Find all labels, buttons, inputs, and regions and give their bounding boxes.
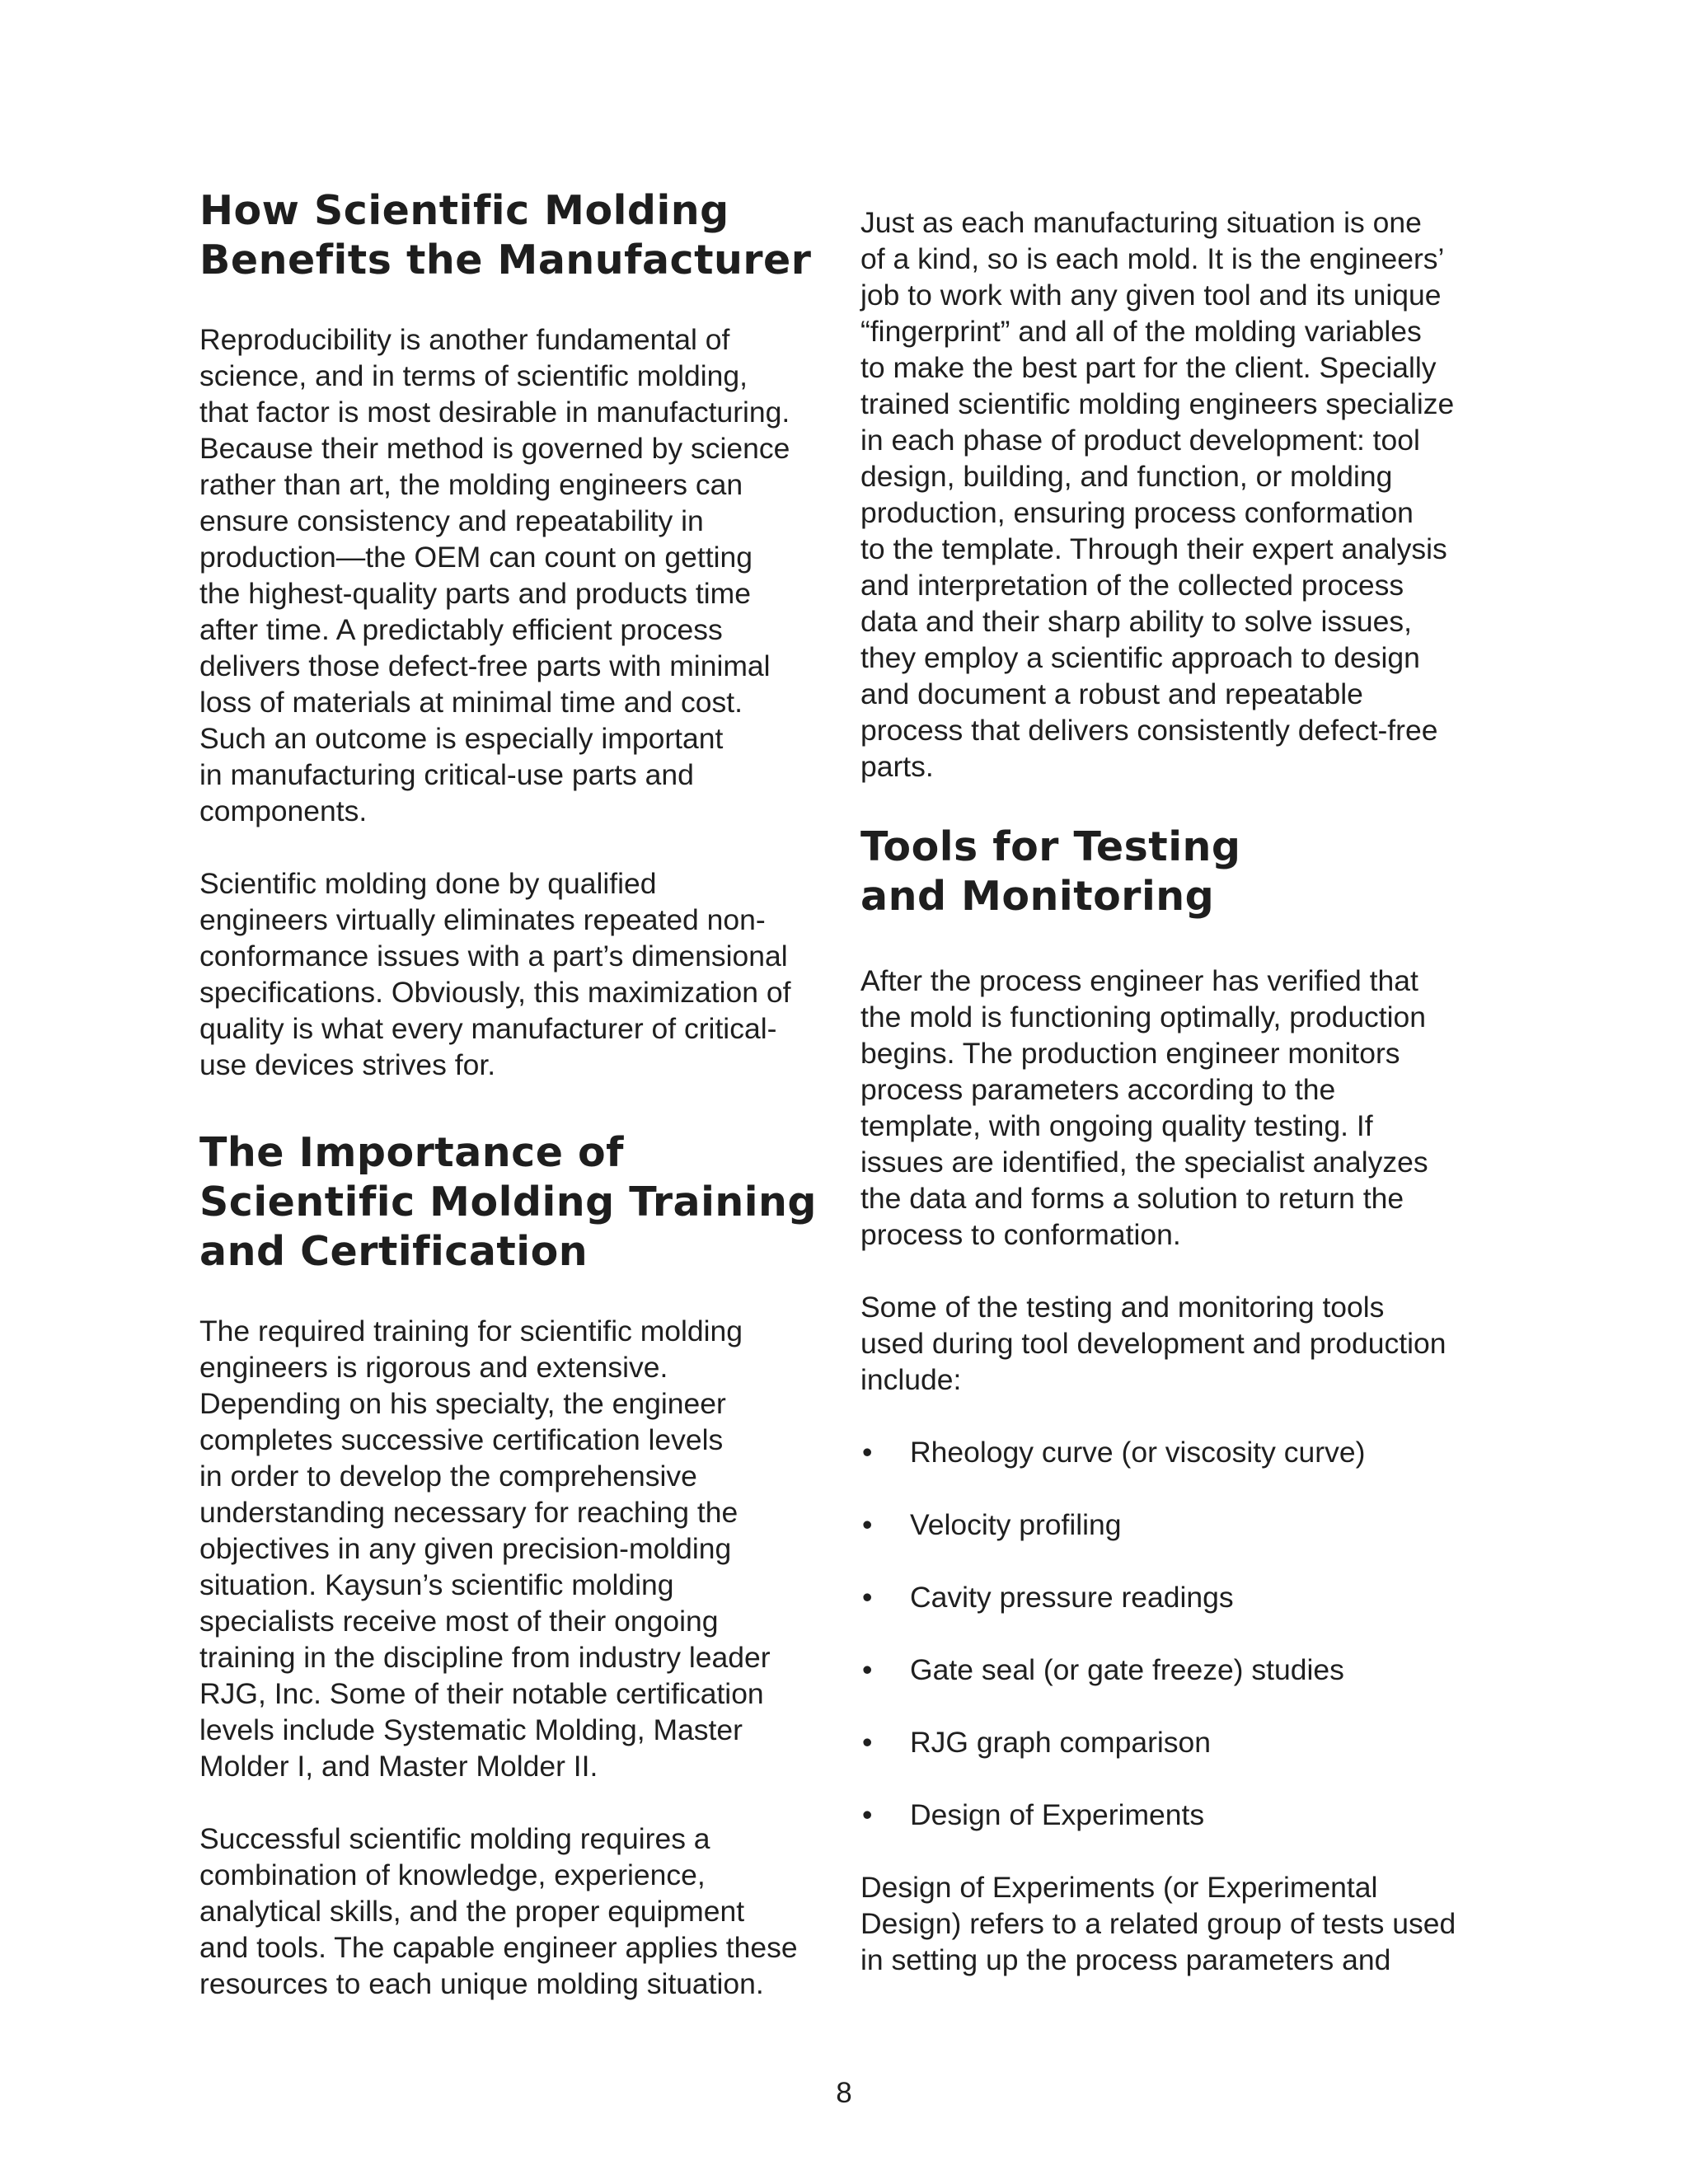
page-number: 8 [836, 2077, 852, 2109]
text-line: After the process engineer has verified that [860, 964, 1418, 997]
list-item [860, 1434, 1499, 1470]
paragraph-design-of-experiments [860, 1869, 1499, 1978]
bullet-icon: • [862, 1726, 873, 1759]
text-line: design, building, and function, or molding [860, 460, 1393, 493]
text-line: conformance issues with a part’s dimensional [199, 940, 788, 972]
text-line: specialists receive most of their ongoing [199, 1605, 719, 1638]
text-line: process to conformation. [860, 1218, 1181, 1251]
text-line: job to work with any given tool and its unique [860, 279, 1442, 312]
paragraph-process-engineer [860, 963, 1499, 1253]
text-line: to the template. Through their expert analysis [860, 532, 1447, 565]
text-line: and tools. The capable engineer applies these [199, 1931, 798, 1964]
text-line: in manufacturing critical-use parts and [199, 758, 694, 791]
heading-tools-for-testing [860, 823, 1499, 921]
text-line: engineers virtually eliminates repeated non- [199, 903, 766, 936]
text-line: they employ a scientific approach to design [860, 641, 1420, 674]
text-line: production—the OEM can count on getting [199, 541, 753, 574]
text-line: Such an outcome is especially important [199, 722, 724, 755]
paragraph-required-training [199, 1313, 838, 1784]
paragraph-each-mold [860, 204, 1499, 785]
text-line: training in the discipline from industry leader [199, 1641, 771, 1674]
text-line: and interpretation of the collected process [860, 569, 1404, 602]
text-line: use devices strives for. [199, 1048, 496, 1081]
text-line: Some of the testing and monitoring tools [860, 1291, 1385, 1324]
bullet-icon: • [862, 1436, 873, 1469]
text-line: ensure consistency and repeatability in [199, 504, 704, 537]
text-line: rather than art, the molding engineers can [199, 468, 743, 501]
text-line: situation. Kaysun’s scientific molding [199, 1568, 674, 1601]
text-line: production, ensuring process conformation [860, 496, 1414, 529]
list-item [860, 1797, 1499, 1833]
text-line: components. [199, 794, 368, 827]
paragraph-reproducibility [199, 321, 838, 829]
heading-line: How Scientific Molding [199, 187, 729, 234]
paragraph-qualified-engineers [199, 865, 838, 1083]
bullet-icon: • [862, 1508, 873, 1541]
text-line: levels include Systematic Molding, Master [199, 1713, 743, 1746]
paragraph-successful-molding [199, 1821, 838, 2002]
text-line: data and their sharp ability to solve issues, [860, 605, 1412, 638]
text-line: science, and in terms of scientific molding, [199, 359, 748, 392]
text-line: completes successive certification levels [199, 1423, 724, 1456]
paragraph-testing-tools-intro [860, 1289, 1499, 1398]
list-item [860, 1579, 1499, 1615]
bullet-icon: • [862, 1798, 873, 1831]
text-line: issues are identified, the specialist analyzes [860, 1146, 1428, 1179]
text-line: trained scientific molding engineers specialize [860, 387, 1455, 420]
text-line: in setting up the process parameters and [860, 1943, 1391, 1976]
text-line: include: [860, 1363, 962, 1396]
text-line: used during tool development and production [860, 1327, 1447, 1360]
right-column [860, 204, 1499, 1978]
heading-line: Scientific Molding Training [199, 1179, 818, 1226]
heading-line: Benefits the Manufacturer [199, 237, 812, 284]
text-line: combination of knowledge, experience, [199, 1858, 706, 1891]
left-column [199, 186, 838, 2002]
text-line: in order to develop the comprehensive [199, 1460, 697, 1493]
text-line: Just as each manufacturing situation is one [860, 206, 1422, 239]
text-line: understanding necessary for reaching the [199, 1496, 738, 1529]
text-line: Reproducibility is another fundamental of [199, 323, 730, 356]
bullet-icon: • [862, 1653, 873, 1686]
heading-line: The Importance of [199, 1129, 624, 1176]
list-item-text: Cavity pressure readings [910, 1581, 1234, 1614]
text-line: and document a robust and repeatable [860, 677, 1363, 710]
text-line: to make the best part for the client. Specially [860, 351, 1437, 384]
text-line: begins. The production engineer monitors [860, 1037, 1400, 1070]
text-line: engineers is rigorous and extensive. [199, 1351, 668, 1384]
text-line: specifications. Obviously, this maximization of [199, 976, 791, 1009]
text-line: objectives in any given precision-molding [199, 1532, 732, 1565]
text-line: Depending on his specialty, the engineer [199, 1387, 726, 1420]
text-line: that factor is most desirable in manufacturing. [199, 396, 790, 429]
text-line: loss of materials at minimal time and cost. [199, 686, 743, 719]
list-item [860, 1507, 1499, 1543]
list-item-text: Rheology curve (or viscosity curve) [910, 1436, 1366, 1469]
text-line: template, with ongoing quality testing. If [860, 1109, 1373, 1142]
text-line: Design) refers to a related group of tests used [860, 1907, 1456, 1940]
text-line: analytical skills, and the proper equipment [199, 1895, 745, 1928]
text-line: RJG, Inc. Some of their notable certification [199, 1677, 764, 1710]
text-line: Design of Experiments (or Experimental [860, 1871, 1378, 1904]
list-item [860, 1724, 1499, 1760]
text-line: “fingerprint” and all of the molding variables [860, 315, 1422, 348]
text-line: quality is what every manufacturer of critical- [199, 1012, 777, 1045]
text-line: the highest-quality parts and products time [199, 577, 751, 610]
bullet-icon: • [862, 1581, 873, 1614]
testing-tools-list [860, 1434, 1499, 1833]
text-line: Scientific molding done by qualified [199, 867, 657, 900]
list-item-text: Gate seal (or gate freeze) studies [910, 1653, 1344, 1686]
text-line: delivers those defect-free parts with minimal [199, 649, 771, 682]
list-item [860, 1652, 1499, 1688]
text-line: process that delivers consistently defect-free [860, 714, 1438, 747]
text-line: resources to each unique molding situation. [199, 1967, 764, 2000]
text-line: Molder I, and Master Molder II. [199, 1750, 598, 1783]
text-line: Because their method is governed by science [199, 432, 790, 465]
text-line: in each phase of product development: tool [860, 424, 1420, 457]
heading-importance-of-training [199, 1128, 838, 1277]
text-line: the mold is functioning optimally, production [860, 1001, 1427, 1033]
list-item-text: Velocity profiling [910, 1508, 1122, 1541]
text-line: The required training for scientific molding [199, 1315, 743, 1347]
text-line: Successful scientific molding requires a [199, 1822, 710, 1855]
list-item-text: RJG graph comparison [910, 1726, 1212, 1759]
heading-how-scientific-molding-benefits [199, 186, 838, 285]
text-line: of a kind, so is each mold. It is the engineers’ [860, 242, 1445, 275]
heading-line: and Certification [199, 1228, 588, 1275]
heading-line: and Monitoring [860, 873, 1215, 920]
text-line: the data and forms a solution to return the [860, 1182, 1404, 1215]
text-line: parts. [860, 750, 934, 783]
text-line: process parameters according to the [860, 1073, 1336, 1106]
heading-line: Tools for Testing [860, 823, 1241, 870]
text-line: after time. A predictably efficient process [199, 613, 723, 646]
list-item-text: Design of Experiments [910, 1798, 1205, 1831]
